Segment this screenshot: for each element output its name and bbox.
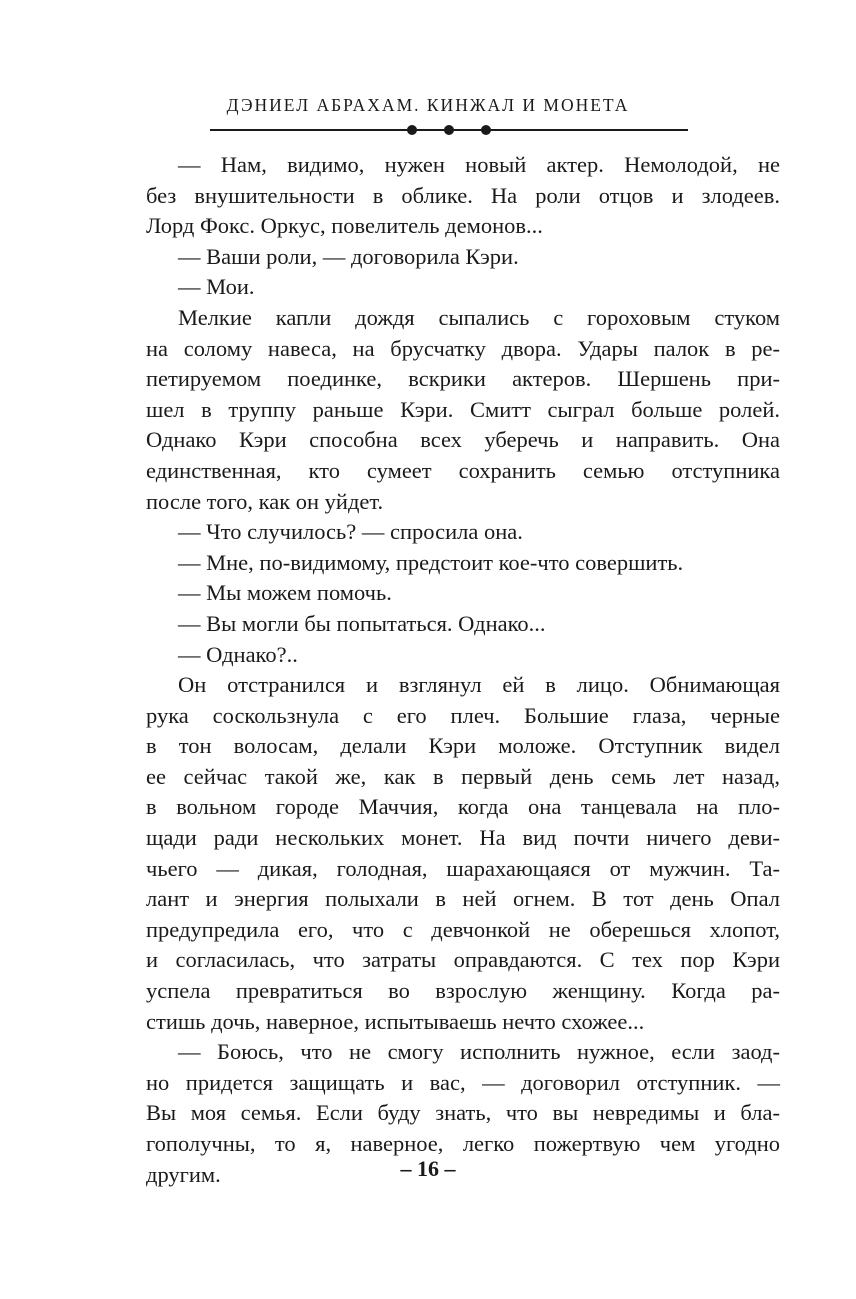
text-line: лант и энергия полыхали в ней огнем. В тот день Опал — [146, 886, 780, 912]
text-line: чьего — дикая, голодная, шарахающаяся от мужчин. Та- — [146, 855, 780, 881]
text-line: и согласилась, что затраты оправдаются. С тех пор Кэри — [146, 947, 780, 973]
text-line: но придется защищать и вас, — договорил отступник. — — [146, 1069, 780, 1095]
ornament-dot — [407, 125, 417, 135]
text-line: — Мы можем помочь. — [178, 580, 392, 606]
ornament-dot — [444, 125, 454, 135]
text-line: шел в труппу раньше Кэри. Смитт сыграл больше ролей. — [146, 396, 780, 422]
text-line: рука соскользнула с его плеч. Большие глаза, черные — [146, 702, 780, 728]
text-line: без внушительности в облике. На роли отцов и злодеев. — [146, 182, 780, 208]
text-line: в тон волосам, делали Кэри моложе. Отступник видел — [146, 733, 780, 759]
text-line: — Мои. — [178, 274, 255, 300]
text-line: другим. — [146, 1161, 221, 1187]
page-number: – 16 – — [400, 1156, 456, 1181]
text-line: гополучны, то я, наверное, легко пожертвую чем угодно — [146, 1131, 780, 1156]
text-line: — Ваши роли, — договорила Кэри. — [178, 243, 519, 269]
text-line: ее сейчас такой же, как в первый день семь лет назад, — [146, 763, 780, 789]
running-head: ДЭНИЕЛ АБРАХАМ. КИНЖАЛ И МОНЕТА — [226, 95, 630, 115]
text-line: Мелкие капли дождя сыпались с гороховым стуком — [178, 304, 780, 330]
text-line: — Нам, видимо, нужен новый актер. Немолодой, не — [178, 152, 780, 177]
header-ornament — [210, 122, 688, 138]
text-line: Однако Кэри способна всех уберечь и направить. Она — [146, 427, 780, 453]
text-line: успела превратиться во взрослую женщину. Когда ра- — [146, 978, 780, 1004]
text-line: предупредила его, что с девчонкой не оберешься хлопот, — [146, 916, 780, 942]
text-line: — Мне, по-видимому, предстоит кое-что совершить. — [178, 549, 684, 575]
text-line: в вольном городе Маччия, когда она танцевала на пло- — [146, 794, 780, 820]
body-text — [146, 150, 780, 1190]
text-line: Он отстранился и взглянул ей в лицо. Обнимающая — [178, 672, 780, 698]
text-line: Лорд Фокс. Оркус, повелитель демонов... — [146, 213, 543, 239]
text-line: — Однако?.. — [178, 641, 298, 667]
text-line: на солому навеса, на брусчатку двора. Удары палок в ре- — [146, 335, 780, 361]
text-line: петируемом поединке, вскрики актеров. Шершень при- — [146, 366, 780, 392]
text-line: — Что случилось? — спросила она. — [178, 519, 523, 545]
text-line: — Вы могли бы попытаться. Однако... — [178, 610, 546, 636]
text-line: единственная, кто сумеет сохранить семью отступника — [146, 457, 780, 483]
text-line: стишь дочь, наверное, испытываешь нечто схожее... — [146, 1008, 645, 1034]
text-line: Вы моя семья. Если буду знать, что вы невредимы и бла- — [146, 1100, 780, 1126]
text-line: щади ради нескольких монет. На вид почти ничего деви- — [146, 825, 780, 851]
text-line: после того, как он уйдет. — [146, 488, 384, 514]
text-line: — Боюсь, что не смогу исполнить нужное, если заод- — [178, 1039, 780, 1065]
ornament-dot — [481, 125, 491, 135]
